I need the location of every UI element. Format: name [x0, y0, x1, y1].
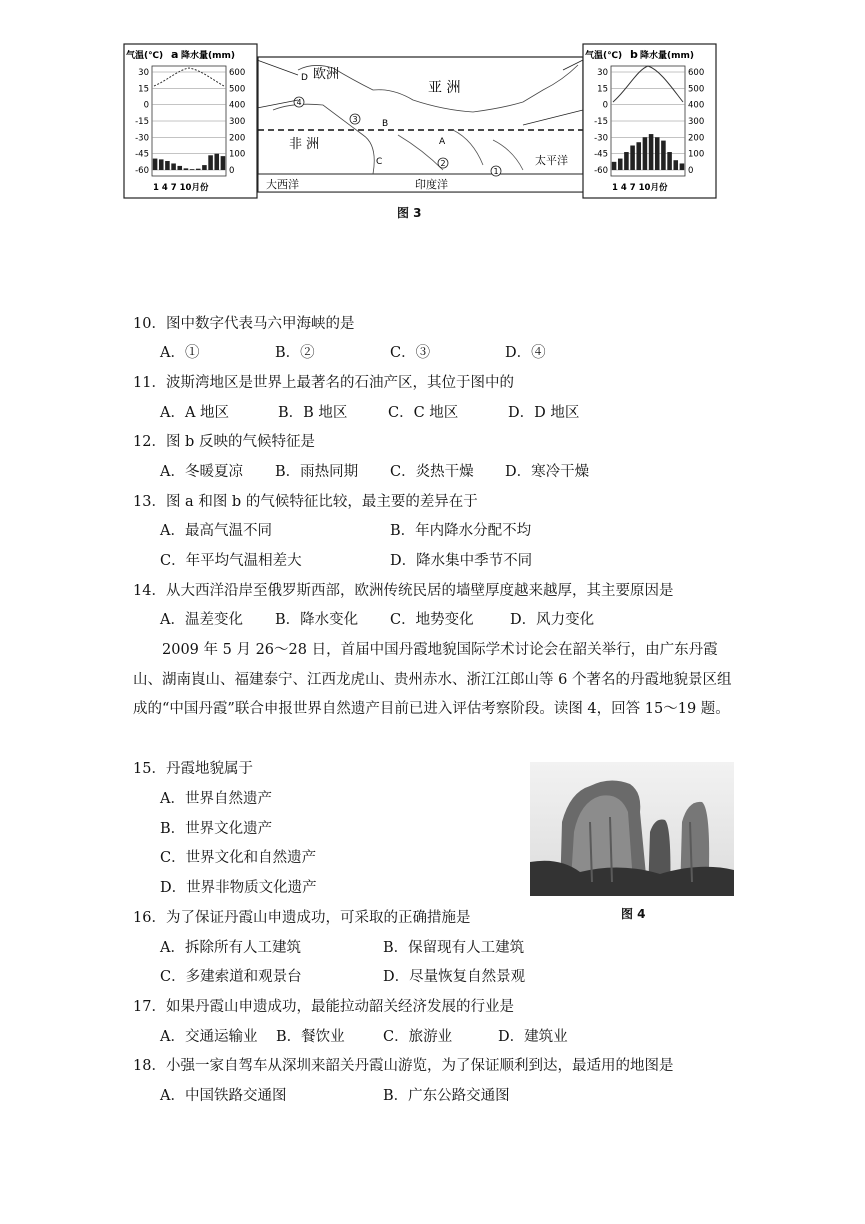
- q18-option-b[interactable]: B．广东公路交通图: [383, 1088, 510, 1104]
- q16-option-c[interactable]: C．多建索道和观景台: [160, 969, 302, 985]
- q18-stem: 18．小强一家自驾车从深圳来韶关丹霞山游览，为了保证顺利到达，最适用的地图是: [133, 1058, 674, 1074]
- figure-4-caption: 图 4: [621, 907, 646, 921]
- a-temp-tick: -60: [135, 166, 149, 176]
- b-precip-bar-5: [636, 142, 641, 170]
- a-precip-tick: 100: [229, 149, 246, 160]
- q13-option-d[interactable]: D．降水集中季节不同: [390, 553, 533, 569]
- q13-option-c[interactable]: C．年平均气温相差大: [160, 553, 302, 569]
- a-precip-bar-4: [171, 163, 176, 170]
- a-temp-tick: -30: [135, 133, 149, 144]
- b-precip-tick: 300: [688, 117, 705, 127]
- q10-option-a[interactable]: A．①: [160, 345, 200, 361]
- letter-b: B: [382, 119, 389, 129]
- q16-option-a[interactable]: A．拆除所有人工建筑: [160, 940, 301, 956]
- b-precip-tick: 400: [688, 100, 705, 111]
- chart-b-month-label: 1 4 7 10月份: [612, 183, 668, 193]
- a-precip-bar-6: [184, 168, 189, 170]
- a-precip-bar-5: [177, 166, 182, 170]
- a-precip-bar-9: [202, 165, 207, 170]
- b-precip-bar-3: [624, 152, 629, 170]
- a-precip-bar-8: [196, 169, 201, 170]
- b-temp-tick: -45: [594, 149, 608, 160]
- letter-a: A: [439, 137, 446, 147]
- map: [257, 57, 583, 192]
- chart-a-month-label: 1 4 7 10月份: [153, 183, 209, 193]
- chart-a-precip-label: 降水量(mm): [181, 51, 235, 61]
- b-precip-bar-10: [667, 152, 672, 170]
- q16-option-b[interactable]: B．保留现有人工建筑: [383, 940, 525, 956]
- q10-option-c[interactable]: C．③: [390, 345, 431, 361]
- label-asia: 亚 洲: [428, 80, 461, 96]
- b-precip-tick: 100: [688, 149, 705, 160]
- q12-stem: 12．图 b 反映的气候特征是: [133, 434, 315, 450]
- a-precip-bar-2: [159, 159, 164, 170]
- q17-option-c[interactable]: C．旅游业: [383, 1029, 453, 1045]
- letter-d: D: [301, 73, 308, 83]
- q15-stem: 15．丹霞地貌属于: [133, 761, 253, 777]
- passage-danxia: 2009 年 5 月 26～28 日，首届中国丹霞地貌国际学术讨论会在韶关举行，由广东丹霞山、湖南崀山、福建泰宁、江西龙虎山、贵州赤水、浙江江郎山等 6 个著名的丹霞地貌景区组成的“中国丹霞”联合申报世界自然遗产目前已进入评估考察阶段。读图 4，回答 15～19 题。: [133, 642, 732, 718]
- a-precip-bar-11: [214, 154, 219, 170]
- a-precip-bar-12: [221, 156, 226, 170]
- marker-4: 4: [296, 98, 302, 107]
- a-precip-bar-7: [190, 169, 195, 170]
- marker-3: 3: [352, 115, 358, 124]
- q11-option-c[interactable]: C．C 地区: [388, 405, 459, 421]
- q10-option-d[interactable]: D．④: [505, 345, 546, 361]
- chart-a-temp-label: 气温(℃): [126, 51, 164, 61]
- letter-c: C: [376, 157, 383, 167]
- q18-option-a[interactable]: A．中国铁路交通图: [160, 1088, 287, 1104]
- label-pacific: 太平洋: [535, 154, 568, 167]
- a-precip-tick: 500: [229, 84, 246, 95]
- label-africa: 非 洲: [289, 137, 320, 152]
- figure-3-caption: 图 3: [397, 206, 422, 220]
- danxia-landform-photo: [530, 762, 734, 896]
- b-temp-tick: -30: [594, 133, 608, 144]
- q13-option-b[interactable]: B．年内降水分配不均: [390, 523, 532, 539]
- a-temp-tick: 0: [143, 100, 149, 111]
- chart-b-precip-label: 降水量(mm): [640, 51, 694, 61]
- q15-option-a[interactable]: A．世界自然遗产: [160, 791, 272, 807]
- label-europe: 欧洲: [313, 67, 340, 82]
- q13-stem: 13．图 a 和图 b 的气候特征比较，最主要的差异在于: [133, 494, 478, 510]
- q11-option-d[interactable]: D．D 地区: [508, 405, 580, 421]
- b-precip-bar-2: [618, 159, 623, 170]
- marker-1: 1: [493, 167, 499, 176]
- q16-option-d[interactable]: D．尽量恢复自然景观: [383, 969, 526, 985]
- climate-chart-a: [124, 44, 257, 198]
- q17-stem: 17．如果丹霞山申遗成功，最能拉动韶关经济发展的行业是: [133, 999, 514, 1015]
- b-precip-bar-6: [643, 137, 648, 170]
- q15-option-c[interactable]: C．世界文化和自然遗产: [160, 850, 317, 866]
- q14-option-c[interactable]: C．地势变化: [390, 612, 474, 628]
- figure-3: [123, 40, 743, 202]
- b-precip-bar-11: [673, 160, 678, 170]
- b-precip-bar-4: [630, 146, 635, 171]
- q13-option-a[interactable]: A．最高气温不同: [160, 523, 272, 539]
- q12-option-c[interactable]: C．炎热干燥: [390, 464, 474, 480]
- b-temp-tick: 30: [597, 68, 608, 78]
- q17-option-a[interactable]: A．交通运输业: [160, 1029, 258, 1045]
- q15-option-d[interactable]: D．世界非物质文化遗产: [160, 880, 317, 896]
- q10-option-b[interactable]: B．②: [275, 345, 315, 361]
- b-precip-bar-9: [661, 141, 666, 170]
- a-precip-tick: 400: [229, 100, 246, 111]
- a-precip-tick: 300: [229, 117, 246, 127]
- q11-option-b[interactable]: B．B 地区: [278, 405, 348, 421]
- q17-option-d[interactable]: D．建筑业: [498, 1029, 568, 1045]
- b-precip-tick: 500: [688, 84, 705, 95]
- b-precip-bar-12: [680, 163, 685, 170]
- b-temp-tick: 15: [597, 84, 608, 95]
- q14-option-d[interactable]: D．风力变化: [510, 612, 595, 628]
- b-precip-bar-8: [655, 137, 660, 170]
- chart-b-temp-label: 气温(℃): [585, 51, 623, 61]
- b-temp-tick: 0: [602, 100, 608, 111]
- q11-option-a[interactable]: A．A 地区: [160, 405, 230, 421]
- a-precip-bar-3: [165, 161, 170, 170]
- a-precip-tick: 600: [229, 68, 246, 78]
- a-temp-tick: -15: [135, 117, 149, 127]
- a-precip-tick: 200: [229, 133, 246, 144]
- q12-option-a[interactable]: A．冬暖夏凉: [160, 464, 243, 480]
- q16-stem: 16．为了保证丹霞山申遗成功，可采取的正确措施是: [133, 910, 471, 926]
- a-precip-tick: 0: [229, 166, 235, 176]
- q11-stem: 11．波斯湾地区是世界上最著名的石油产区，其位于图中的: [133, 375, 514, 391]
- b-precip-bar-1: [612, 162, 617, 170]
- a-temp-tick: -45: [135, 149, 149, 160]
- b-precip-tick: 600: [688, 68, 705, 78]
- b-precip-tick: 200: [688, 133, 705, 144]
- b-precip-tick: 0: [688, 166, 694, 176]
- q14-option-b[interactable]: B．降水变化: [275, 612, 359, 628]
- q12-option-b[interactable]: B．雨热同期: [275, 464, 359, 480]
- q14-option-a[interactable]: A．温差变化: [160, 612, 243, 628]
- marker-2: 2: [440, 159, 446, 168]
- label-indian: 印度洋: [415, 178, 448, 191]
- b-precip-bar-7: [649, 134, 654, 170]
- chart-b-title: b: [630, 48, 638, 61]
- label-atlantic: 大西洋: [266, 178, 299, 191]
- b-temp-tick: -15: [594, 117, 608, 127]
- q12-option-d[interactable]: D．寒冷干燥: [505, 464, 590, 480]
- a-precip-bar-10: [208, 155, 213, 170]
- a-temp-tick: 30: [138, 68, 149, 78]
- q15-option-b[interactable]: B．世界文化遗产: [160, 821, 273, 837]
- a-temp-tick: 15: [138, 84, 149, 95]
- q10-stem: 10．图中数字代表马六甲海峡的是: [133, 316, 355, 332]
- q17-option-b[interactable]: B．餐饮业: [276, 1029, 345, 1045]
- climate-chart-b: [583, 44, 716, 198]
- q14-stem: 14．从大西洋沿岸至俄罗斯西部，欧洲传统民居的墙壁厚度越来越厚，其主要原因是: [133, 583, 674, 599]
- a-precip-bar-1: [153, 159, 158, 170]
- b-temp-tick: -60: [594, 166, 608, 176]
- chart-a-title: a: [171, 48, 179, 61]
